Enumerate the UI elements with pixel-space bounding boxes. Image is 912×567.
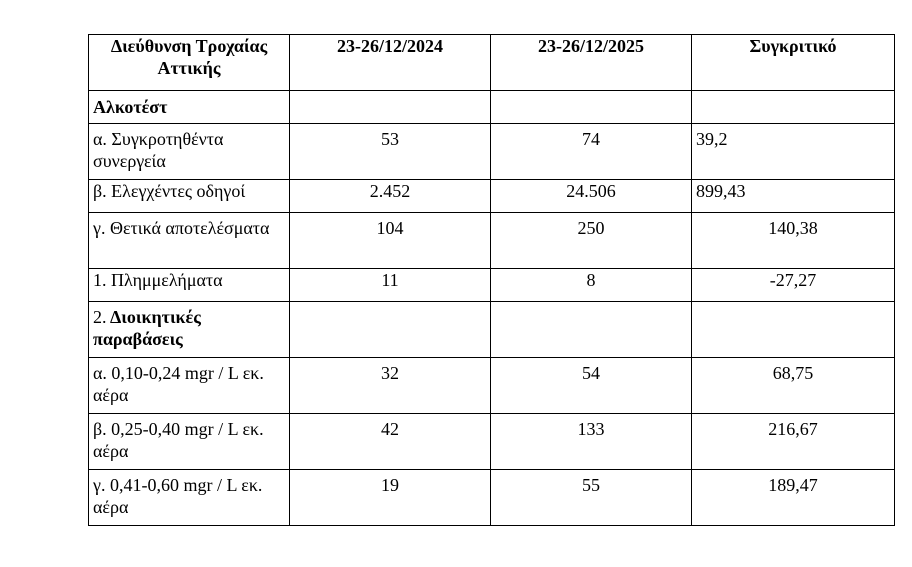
value-2025: 250 bbox=[491, 213, 692, 269]
row-label: α. 0,10-0,24 mgr / L εκ. αέρα bbox=[89, 358, 290, 414]
table-row bbox=[89, 470, 895, 526]
row-label: γ. 0,41-0,60 mgr / L εκ. αέρα bbox=[89, 470, 290, 526]
header-comparison: Συγκριτικό bbox=[692, 35, 895, 91]
section-row-admin bbox=[89, 302, 895, 358]
traffic-stats-table bbox=[88, 34, 895, 526]
value-comparison: -27,27 bbox=[692, 269, 895, 302]
value-comparison: 140,38 bbox=[692, 213, 895, 269]
row-label: 1. Πλημμελήματα bbox=[89, 269, 290, 302]
table-row bbox=[89, 269, 895, 302]
value-comparison: 39,2 bbox=[692, 124, 895, 180]
row-label: β. 0,25-0,40 mgr / L εκ. αέρα bbox=[89, 414, 290, 470]
value-2024: 11 bbox=[290, 269, 491, 302]
value-comparison: 189,47 bbox=[692, 470, 895, 526]
row-label: β. Ελεγχέντες οδηγοί bbox=[89, 180, 290, 213]
section-title-admin bbox=[89, 302, 290, 358]
value-comparison: 216,67 bbox=[692, 414, 895, 470]
value-2025: 8 bbox=[491, 269, 692, 302]
value-2024: 32 bbox=[290, 358, 491, 414]
header-directorate: Διεύθυνση Τροχαίας Αττικής bbox=[89, 35, 290, 91]
table-row bbox=[89, 358, 895, 414]
value-2025: 74 bbox=[491, 124, 692, 180]
value-2025: 133 bbox=[491, 414, 692, 470]
value-2024: 42 bbox=[290, 414, 491, 470]
table-row bbox=[89, 213, 895, 269]
header-period-2025: 23-26/12/2025 bbox=[491, 35, 692, 91]
value-2024: 53 bbox=[290, 124, 491, 180]
section-title-text: Διοικητικές παραβάσεις bbox=[93, 307, 201, 349]
table-row bbox=[89, 414, 895, 470]
value-2025: 24.506 bbox=[491, 180, 692, 213]
value-2024: 104 bbox=[290, 213, 491, 269]
value-comparison: 899,43 bbox=[692, 180, 895, 213]
header-period-2024: 23-26/12/2024 bbox=[290, 35, 491, 91]
section-row-alcotest bbox=[89, 91, 895, 124]
value-comparison: 68,75 bbox=[692, 358, 895, 414]
value-2025: 55 bbox=[491, 470, 692, 526]
row-label: α. Συγκροτηθέντα συνεργεία bbox=[89, 124, 290, 180]
value-2025: 54 bbox=[491, 358, 692, 414]
row-label: γ. Θετικά αποτελέσματα bbox=[89, 213, 290, 269]
table-row bbox=[89, 180, 895, 213]
table-row bbox=[89, 124, 895, 180]
table-header-row bbox=[89, 35, 895, 91]
value-2024: 19 bbox=[290, 470, 491, 526]
value-2024: 2.452 bbox=[290, 180, 491, 213]
section-title-alcotest: Αλκοτέστ bbox=[89, 91, 290, 124]
section-number: 2. bbox=[93, 307, 107, 327]
